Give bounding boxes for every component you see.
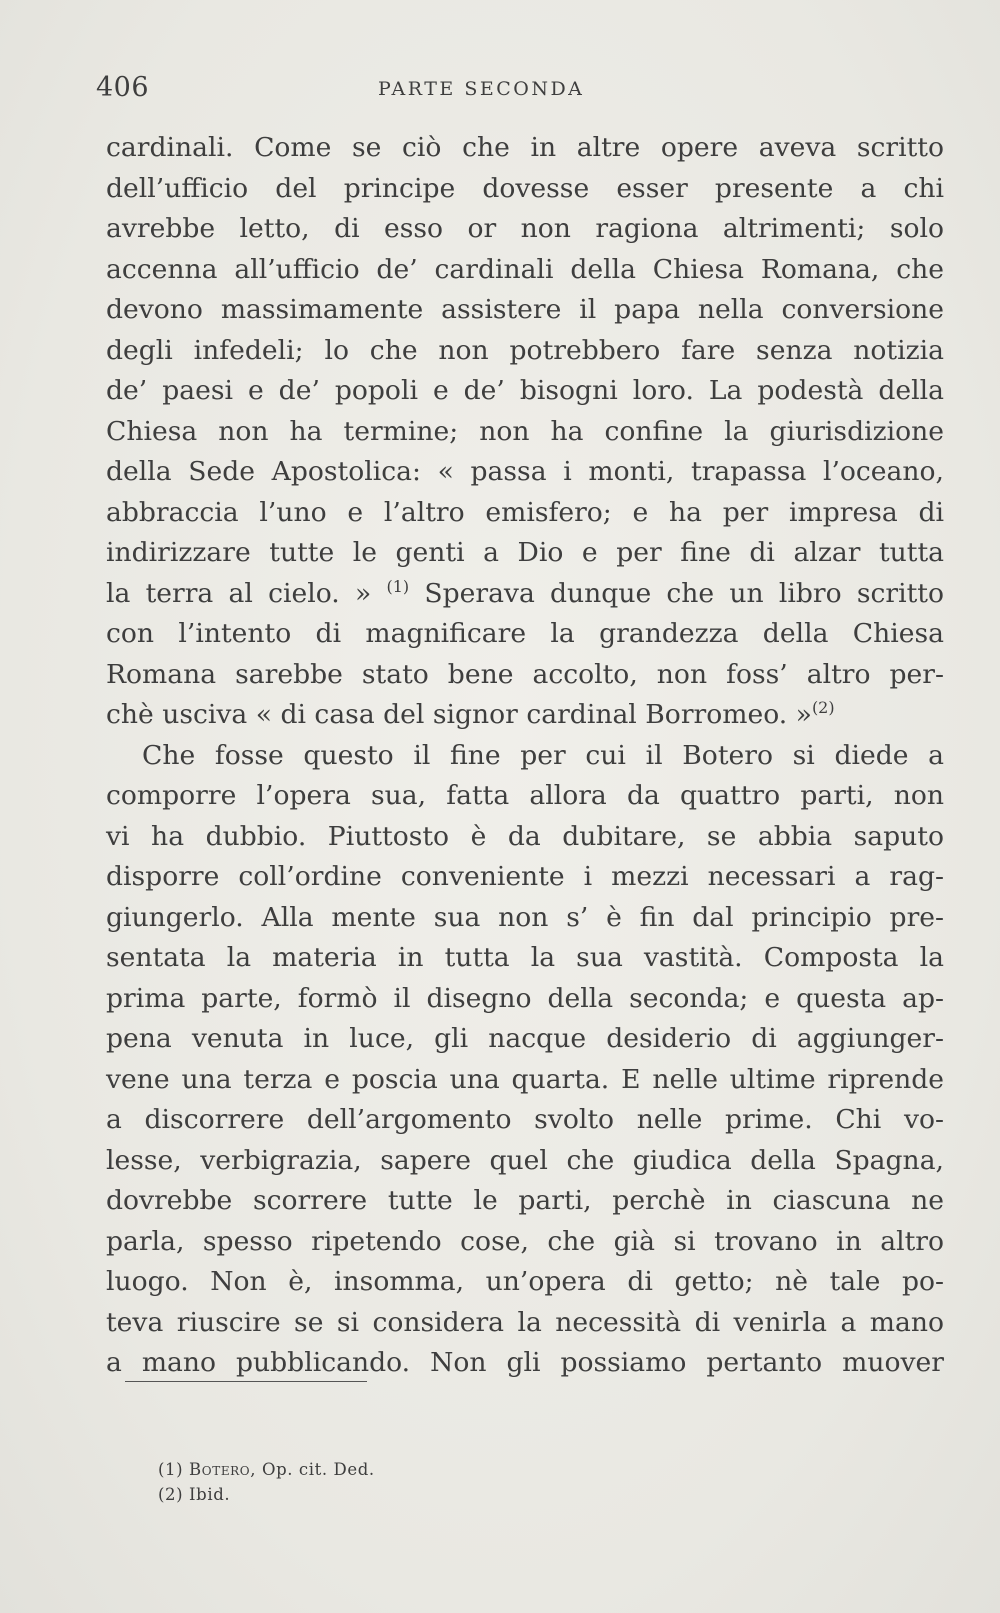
running-head: PARTE SECONDA: [378, 78, 585, 100]
text-line: lesse, verbigrazia, sapere quel che giudica della Spagna,: [106, 1144, 944, 1176]
text-line: de’ paesi e de’ popoli e de’ bisogni loro. La podestà della: [106, 375, 944, 406]
footnote-1: [158, 1457, 375, 1482]
text-line: [106, 695, 944, 736]
text-line: prima parte, formò il disegno della seconda; e questa ap-: [106, 982, 944, 1014]
text-line: indirizzare tutte le genti a Dio e per fine di alzar tutta: [106, 537, 944, 568]
footnote-ref-1: (1): [386, 576, 410, 596]
footnote-text: , Op. cit. Ded.: [250, 1460, 375, 1479]
text-line: dell’ufficio del principe dovesse esser presente a chi: [106, 172, 944, 204]
text-line: devono massimamente assistere il papa nella conversione: [106, 294, 944, 325]
footnote-2: [158, 1482, 375, 1507]
text-line: luogo. Non è, insomma, un’opera di getto; nè tale po-: [106, 1266, 944, 1297]
text-line: degli infedeli; lo che non potrebbero fare senza notizia: [106, 334, 944, 366]
text-line: accenna all’ufficio de’ cardinali della Chiesa Romana, che: [106, 253, 944, 285]
footnote-text: Ibid.: [189, 1485, 231, 1504]
text-line: Romana sarebbe stato bene accolto, non foss’ altro per-: [106, 658, 944, 690]
text-line: sentata la materia in tutta la sua vastità. Composta la: [106, 942, 944, 973]
text-line: [106, 574, 944, 615]
text-segment: la terra al cielo. »: [106, 577, 372, 609]
page-number: 406: [96, 72, 150, 103]
footnote-rule: [125, 1381, 367, 1382]
text-line: dovrebbe scorrere tutte le parti, perchè in ciascuna ne: [106, 1185, 944, 1216]
text-line: parla, spesso ripetendo cose, che già si trovano in altro: [106, 1225, 944, 1257]
footnote-marker: (1): [158, 1460, 184, 1479]
text-line: a mano pubblicando. Non gli possiamo pertanto muover: [106, 1347, 944, 1378]
text-segment: Sperava dunque che un libro scritto: [424, 577, 944, 609]
footnote-author: Botero: [189, 1460, 251, 1479]
text-line: comporre l’opera sua, fatta allora da quattro parti, non: [106, 780, 944, 811]
text-segment: chè usciva « di casa del signor cardinal Borromeo. »: [106, 699, 812, 730]
page-header: [96, 70, 936, 110]
footnote-marker: (2): [158, 1485, 184, 1504]
text-line: pena venuta in luce, gli nacque desiderio di aggiunger-: [106, 1023, 944, 1054]
text-line: vi ha dubbio. Piuttosto è da dubitare, se abbia saputo: [106, 820, 944, 852]
text-line: avrebbe letto, di esso or non ragiona altrimenti; solo: [106, 213, 944, 244]
text-line: cardinali. Come se ciò che in altre opere aveva scritto: [106, 132, 944, 163]
paragraph-start: Che fosse questo il fine per cui il Botero si diede a: [142, 739, 944, 771]
text-line: teva riuscire se si considera la necessità di venirla a mano: [106, 1306, 944, 1338]
body-text: [106, 128, 944, 1384]
text-line: vene una terza e poscia una quarta. E nelle ultime riprende: [106, 1063, 944, 1095]
footnotes: [158, 1457, 375, 1507]
text-line: della Sede Apostolica: « passa i monti, trapassa l’oceano,: [106, 456, 944, 487]
footnote-ref-2: (2): [811, 698, 835, 717]
text-line: con l’intento di magnificare la grandezza della Chiesa: [106, 618, 944, 649]
text-line: a discorrere dell’argomento svolto nelle prime. Chi vo-: [106, 1104, 944, 1135]
text-line: giungerlo. Alla mente sua non s’ è fin dal principio pre-: [106, 901, 944, 933]
text-line: disporre coll’ordine conveniente i mezzi necessari a rag-: [106, 861, 944, 892]
text-line: Chiesa non ha termine; non ha confine la giurisdizione: [106, 415, 944, 447]
text-line: abbraccia l’uno e l’altro emisfero; e ha per impresa di: [106, 496, 944, 528]
